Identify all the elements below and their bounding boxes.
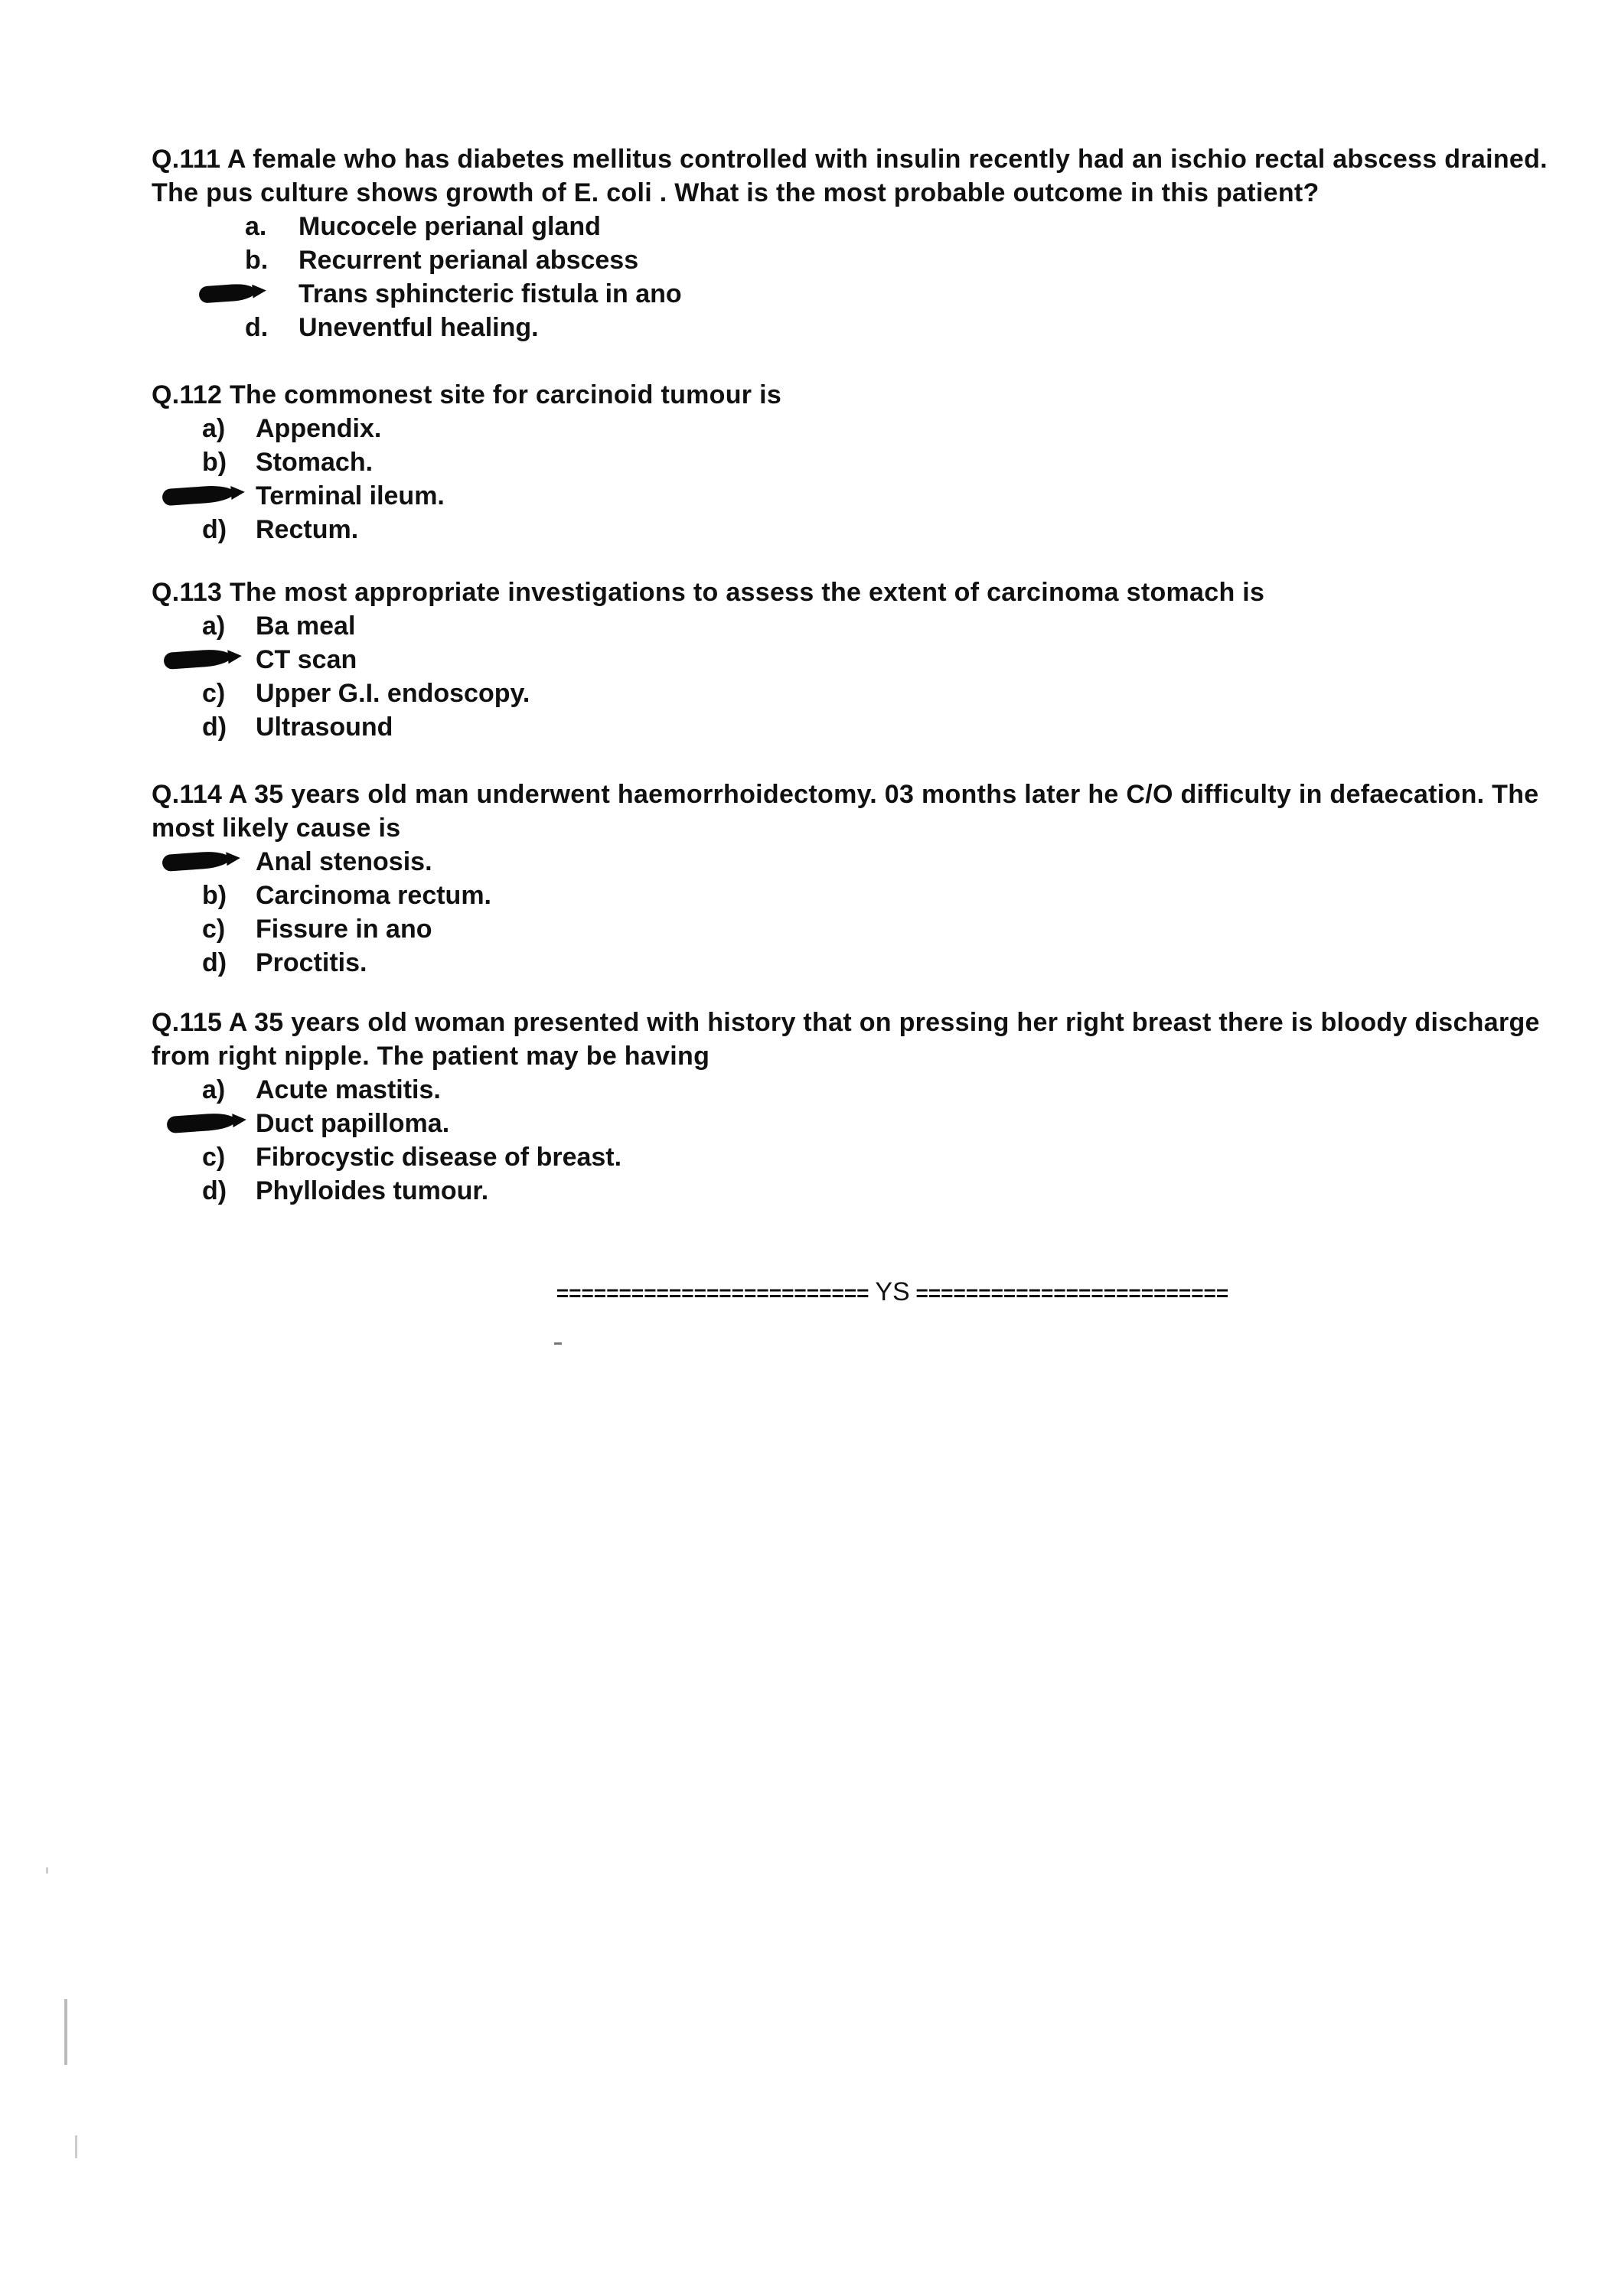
question-text: Q.111 A female who has diabetes mellitus controlled with insulin recently had an ischio rectal abscess drained. The pus culture shows growth of E. coli . What is the most probable outcome in this patient? bbox=[152, 145, 1555, 207]
option-a[interactable] bbox=[202, 1073, 1598, 1107]
footer-right-rule: ========================= bbox=[915, 1281, 1229, 1305]
option-label: Recurrent perianal abscess bbox=[298, 246, 639, 275]
option-label: Fibrocystic disease of breast. bbox=[256, 1143, 622, 1172]
option-label: CT scan bbox=[256, 645, 357, 674]
option-marker: d) bbox=[202, 1176, 227, 1205]
option-c[interactable] bbox=[202, 1140, 1598, 1174]
answer-mark-icon bbox=[166, 1112, 236, 1133]
option-marker: d) bbox=[202, 713, 227, 742]
option-label: Stomach. bbox=[256, 448, 374, 477]
footer-separator bbox=[412, 1277, 1373, 1309]
option-label: Acute mastitis. bbox=[256, 1075, 441, 1104]
option-marker: d. bbox=[245, 313, 269, 342]
question-111 bbox=[152, 142, 1598, 344]
footer-initials: YS bbox=[875, 1277, 910, 1306]
option-d[interactable] bbox=[202, 710, 1598, 744]
option-marker: c) bbox=[202, 915, 226, 944]
option-label: Fissure in ano bbox=[256, 915, 432, 944]
scan-speck bbox=[46, 1867, 48, 1874]
option-b[interactable] bbox=[245, 243, 1598, 277]
option-label: Ba meal bbox=[256, 612, 356, 641]
option-label: Uneventful healing. bbox=[298, 313, 539, 342]
question-112 bbox=[152, 378, 1598, 546]
option-marker: b) bbox=[202, 448, 227, 477]
scan-speck bbox=[64, 1999, 67, 2065]
option-marker: d) bbox=[202, 515, 227, 544]
option-label: Rectum. bbox=[256, 515, 359, 544]
answer-mark-icon bbox=[161, 850, 230, 872]
options-list bbox=[202, 609, 1598, 744]
option-label: Anal stenosis. bbox=[256, 847, 432, 876]
question-text: Q.114 A 35 years old man underwent haemorrhoidectomy. 03 months later he C/O difficulty in defaecation. The most likely cause is bbox=[152, 780, 1547, 843]
option-d[interactable] bbox=[202, 513, 1598, 546]
option-a[interactable] bbox=[202, 609, 1598, 643]
option-a[interactable] bbox=[202, 412, 1598, 445]
option-d[interactable] bbox=[245, 311, 1598, 344]
option-label: Ultrasound bbox=[256, 713, 393, 742]
option-a[interactable] bbox=[245, 210, 1598, 243]
option-b-selected[interactable] bbox=[202, 1107, 1598, 1140]
option-b-selected[interactable] bbox=[202, 643, 1598, 677]
option-marker: b. bbox=[245, 246, 269, 275]
option-c[interactable] bbox=[202, 677, 1598, 710]
option-label: Duct papilloma. bbox=[256, 1109, 450, 1138]
footer-left-rule: ========================= bbox=[556, 1281, 869, 1305]
question-text: Q.115 A 35 years old woman presented with history that on pressing her right breast there is bloody discharge from right nipple. The patient may be having bbox=[152, 1008, 1548, 1071]
question-text: Q.113 The most appropriate investigations to assess the extent of carcinoma stomach is bbox=[152, 578, 1265, 607]
option-label: Trans sphincteric fistula in ano bbox=[298, 279, 682, 308]
option-label: Mucocele perianal gland bbox=[298, 212, 601, 241]
option-c-selected[interactable] bbox=[202, 479, 1598, 513]
option-b[interactable] bbox=[202, 879, 1598, 912]
option-c[interactable] bbox=[202, 912, 1598, 946]
options-list bbox=[202, 845, 1598, 980]
question-115 bbox=[152, 1006, 1598, 1208]
option-d[interactable] bbox=[202, 1174, 1598, 1208]
option-marker: c) bbox=[202, 1143, 226, 1172]
answer-mark-icon bbox=[163, 648, 231, 670]
option-marker: b) bbox=[202, 881, 227, 910]
option-label: Proctitis. bbox=[256, 948, 367, 977]
option-marker: a) bbox=[202, 612, 226, 641]
option-label: Phylloides tumour. bbox=[256, 1176, 489, 1205]
question-114 bbox=[152, 778, 1598, 980]
question-text: Q.112 The commonest site for carcinoid tumour is bbox=[152, 380, 782, 409]
option-marker: a. bbox=[245, 212, 267, 241]
option-label: Carcinoma rectum. bbox=[256, 881, 491, 910]
option-a-selected[interactable] bbox=[202, 845, 1598, 879]
scan-speck bbox=[75, 2135, 77, 2158]
option-d[interactable] bbox=[202, 946, 1598, 980]
option-c-selected[interactable] bbox=[245, 277, 1598, 311]
option-marker: a) bbox=[202, 1075, 226, 1104]
question-113 bbox=[152, 576, 1598, 744]
answer-mark-icon bbox=[161, 484, 234, 507]
option-marker: d) bbox=[202, 948, 227, 977]
option-marker: a) bbox=[202, 414, 226, 443]
options-list bbox=[202, 412, 1598, 546]
option-label: Upper G.I. endoscopy. bbox=[256, 679, 530, 708]
option-b[interactable] bbox=[202, 445, 1598, 479]
option-marker: c) bbox=[202, 679, 226, 708]
option-label: Appendix. bbox=[256, 414, 382, 443]
answer-mark-icon bbox=[198, 282, 256, 303]
option-label: Terminal ileum. bbox=[256, 481, 445, 510]
scan-speck bbox=[554, 1342, 562, 1345]
options-list bbox=[202, 1073, 1598, 1208]
options-list bbox=[245, 210, 1598, 344]
